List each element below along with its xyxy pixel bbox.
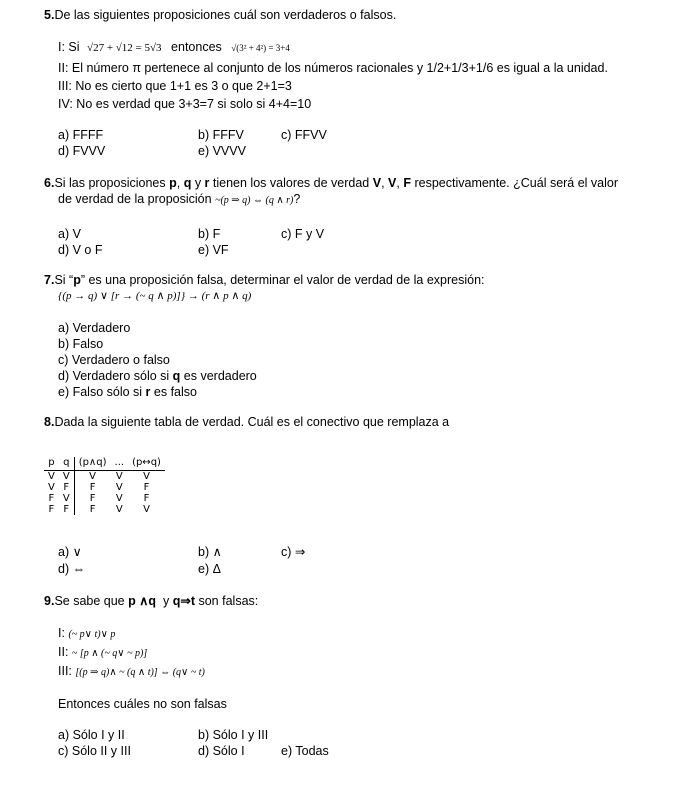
cell: V (115, 471, 123, 482)
q5-statement-iii: III: No es cierto que 1+1 es 3 o que 2+1=3 (58, 79, 292, 93)
statement-label: III: (58, 664, 72, 678)
proposition: q⇒t (172, 594, 195, 608)
option-text: d) Verdadero sólo si (58, 369, 170, 383)
q9-statement-iii (58, 664, 205, 680)
truth-table-header (44, 457, 165, 471)
question-text: tienen los valores de verdad (212, 176, 370, 190)
option-a[interactable]: a) V (58, 227, 81, 241)
question-text: respectivamente. ¿Cuál será el valor (414, 176, 619, 190)
var-p: p (169, 176, 177, 190)
option-a[interactable]: a) Sólo I y II (58, 728, 125, 742)
question-text: Se sabe que (54, 594, 125, 608)
question-5-title (44, 8, 396, 23)
math-expression: √27 + √12 = 5√3 (87, 42, 162, 54)
cell: V (48, 482, 55, 493)
option-c[interactable]: c) Verdadero o falso (58, 353, 170, 367)
cell: V (59, 471, 74, 483)
math-expression: [(p ⇒ q)∧ ~ (q ∧ t)] ⇔ (q∨ ~ t) (75, 667, 205, 678)
option-a[interactable]: a) ∨ (58, 545, 82, 559)
question-text: Si las proposiciones (54, 176, 166, 190)
option-e[interactable]: e) Δ (198, 562, 221, 576)
question-text: son falsas: (198, 594, 259, 608)
option-d[interactable]: d) V o F (58, 243, 103, 257)
question-number: 5. (44, 8, 55, 22)
cell: F (89, 493, 96, 504)
cell: F (143, 482, 150, 493)
q5-statement-i (58, 40, 290, 56)
statement-label: I: (58, 626, 65, 640)
question-text: ” es una proposición falsa, determinar el valor de verdad de la expresión: (80, 273, 485, 287)
option-b[interactable]: b) F (198, 227, 221, 241)
table-row (44, 493, 165, 504)
option-b[interactable]: b) ∧ (198, 545, 222, 559)
truth-value: V (372, 176, 382, 190)
cell: V (115, 482, 123, 493)
option-d[interactable]: d) FVVV (58, 144, 106, 158)
option-e[interactable]: e) VF (198, 243, 229, 257)
cell: V (115, 504, 123, 515)
var-q: q (172, 369, 181, 383)
q9-then: Entonces cuáles no son falsas (58, 697, 227, 711)
q5-statement-iv: IV: No es verdad que 3+3=7 si solo si 4+4=10 (58, 97, 312, 111)
header-cell: p (44, 457, 59, 471)
option-b[interactable]: b) Falso (58, 337, 104, 351)
option-a[interactable]: a) Verdadero (58, 321, 131, 335)
question-number: 8. (44, 415, 55, 429)
option-text: es verdadero (183, 369, 257, 383)
statement-text: entonces (171, 40, 222, 54)
question-number: 6. (44, 176, 55, 190)
question-text: y (162, 594, 170, 608)
header-cell: (p∧q) (74, 457, 110, 471)
statement-label: I: Si (58, 40, 80, 54)
option-b[interactable]: b) Sólo I y III (198, 728, 269, 742)
option-text: es falso (153, 385, 197, 399)
cell: F (59, 482, 74, 493)
q9-statement-i (58, 626, 115, 642)
statement-label: II: (58, 645, 69, 659)
option-e[interactable] (58, 385, 197, 400)
option-c[interactable]: c) ⇒ (281, 545, 306, 559)
question-number: 7. (44, 273, 55, 287)
var-p: p (73, 273, 81, 287)
option-c[interactable]: c) FFVV (281, 128, 327, 142)
math-expression: ~ [p ∧ (~ q∨ ~ p)] (71, 648, 148, 659)
question-6-title: 6.Si las proposiciones p, q y r tienen los valores de verdad V, V, F respectivamente. ¿Cuál será el valor (44, 176, 619, 190)
table-row (44, 504, 165, 515)
truth-value: F (403, 176, 411, 190)
option-a[interactable]: a) FFFF (58, 128, 104, 142)
option-b[interactable]: b) FFFV (198, 128, 244, 142)
q5-statement-ii: II: El número π pertenece al conjunto de los números racionales y 1/2+1/3+1/6 es igual a la unidad. (58, 61, 608, 75)
cell: V (59, 493, 74, 504)
question-text: Si “ (54, 273, 74, 287)
truth-value: V (388, 176, 397, 190)
math-expression: √(3² + 4²) = 3+4 (231, 43, 290, 53)
q9-statement-ii (58, 645, 147, 661)
var-q: q (183, 176, 192, 190)
cell: V (143, 471, 150, 482)
question-text: Dada la siguiente tabla de verdad. Cuál es el conectivo que remplaza a (54, 415, 450, 429)
option-d[interactable] (58, 369, 257, 384)
cell: V (89, 471, 97, 482)
table-row (44, 482, 165, 493)
cell: F (89, 482, 96, 493)
cell: V (143, 504, 150, 515)
question-text: y (194, 176, 202, 190)
cell: F (143, 493, 150, 504)
question-number: 9. (44, 594, 55, 608)
cell: V (48, 471, 55, 482)
table-row (44, 471, 165, 483)
option-c[interactable]: c) F y V (281, 227, 325, 241)
truth-table (44, 457, 165, 515)
question-9-title (44, 594, 258, 609)
header-cell: (p↔q) (128, 457, 165, 471)
option-text: e) Falso sólo si (58, 385, 143, 399)
math-expression: ~(p ⇒ q) ⇔ (q ∧ r) (215, 195, 294, 206)
proposition: p ∧q (128, 594, 157, 608)
option-c[interactable]: c) Sólo II y III (58, 744, 131, 758)
question-text: ? (293, 192, 301, 206)
math-expression: (~ p∨ t)∨ p (68, 629, 116, 640)
var-r: r (145, 385, 151, 399)
option-e[interactable]: e) VVVV (198, 144, 246, 158)
cell: V (115, 493, 123, 504)
option-d[interactable]: d) ⇔ (58, 562, 86, 576)
question-text: De las siguientes proposiciones cuál son verdaderos o falsos. (54, 8, 397, 22)
question-text: de verdad de la proposición (58, 192, 212, 206)
option-e[interactable]: e) Todas (281, 744, 329, 758)
question-6-line2 (58, 192, 300, 208)
cell: F (48, 493, 55, 504)
cell: F (48, 504, 55, 515)
q7-expression: {(p → q) ∨ [r → (~ q ∧ p)]} → (r ∧ p ∧ q) (58, 290, 252, 302)
header-cell: q (59, 457, 74, 471)
header-cell: ... (111, 457, 129, 471)
question-8-title (44, 415, 449, 430)
question-7-title (44, 273, 485, 288)
cell: F (89, 504, 96, 515)
option-d[interactable]: d) Sólo I (198, 744, 245, 758)
cell: F (59, 504, 74, 515)
var-r: r (204, 176, 210, 190)
